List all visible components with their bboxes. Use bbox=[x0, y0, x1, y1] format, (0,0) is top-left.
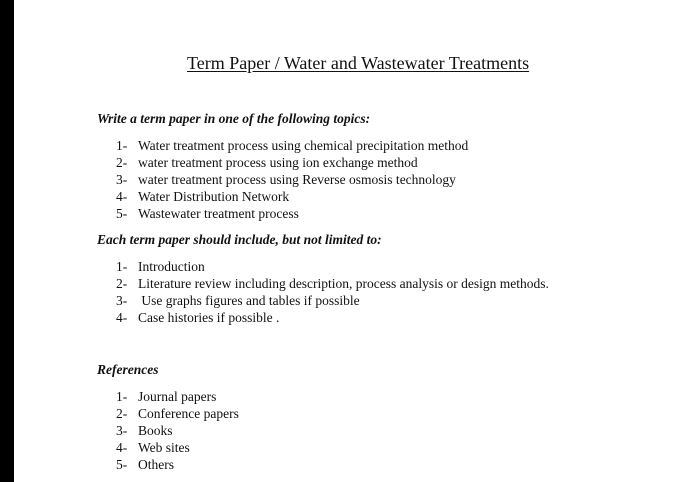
contents-list bbox=[116, 258, 549, 326]
references-list bbox=[116, 388, 239, 473]
list-item bbox=[116, 422, 239, 439]
list-item-text: Journal papers bbox=[138, 389, 217, 404]
document-title: Term Paper / Water and Wastewater Treatments bbox=[187, 53, 530, 73]
contents-heading: Each term paper should include, but not limited to: bbox=[97, 232, 382, 247]
list-item bbox=[116, 388, 239, 405]
list-item-number: 1- bbox=[116, 389, 128, 404]
list-item bbox=[116, 171, 468, 188]
list-item bbox=[116, 154, 468, 171]
list-item bbox=[116, 405, 239, 422]
list-item bbox=[116, 258, 549, 275]
list-item-text: Conference papers bbox=[138, 406, 239, 421]
list-item-number: 5- bbox=[116, 457, 128, 472]
list-item-text: Books bbox=[138, 423, 173, 438]
list-item bbox=[116, 205, 468, 222]
list-item-text: Others bbox=[138, 457, 174, 472]
list-item-text: Literature review including description, process analysis or design methods. bbox=[138, 276, 549, 291]
list-item bbox=[116, 439, 239, 456]
list-item-number: 1- bbox=[116, 259, 128, 274]
list-item bbox=[116, 292, 549, 309]
list-item-text: Web sites bbox=[138, 440, 190, 455]
list-item-text: Introduction bbox=[138, 259, 205, 274]
left-edge-bar bbox=[0, 0, 14, 482]
topics-heading: Write a term paper in one of the following topics: bbox=[97, 111, 371, 126]
list-item-number: 3- bbox=[116, 293, 128, 308]
list-item-number: 1- bbox=[116, 138, 128, 153]
list-item bbox=[116, 275, 549, 292]
list-item-text: Case histories if possible . bbox=[138, 310, 280, 325]
list-item-number: 2- bbox=[116, 406, 128, 421]
list-item bbox=[116, 456, 239, 473]
topics-list bbox=[116, 137, 468, 222]
list-item-number: 5- bbox=[116, 206, 128, 221]
list-item-number: 4- bbox=[116, 440, 128, 455]
list-item-number: 3- bbox=[116, 172, 128, 187]
list-item-number: 2- bbox=[116, 155, 128, 170]
list-item-number: 2- bbox=[116, 276, 128, 291]
list-item-text: Water treatment process using chemical precipitation method bbox=[138, 138, 469, 153]
list-item-text: water treatment process using Reverse osmosis technology bbox=[138, 172, 456, 187]
list-item-number: 3- bbox=[116, 423, 128, 438]
references-heading: References bbox=[97, 362, 159, 377]
list-item bbox=[116, 137, 468, 154]
list-item-text: Water Distribution Network bbox=[138, 189, 290, 204]
list-item-text: Wastewater treatment process bbox=[138, 206, 299, 221]
list-item bbox=[116, 309, 549, 326]
list-item-text: water treatment process using ion exchange method bbox=[138, 155, 418, 170]
list-item-number: 4- bbox=[116, 310, 128, 325]
list-item-number: 4- bbox=[116, 189, 128, 204]
list-item bbox=[116, 188, 468, 205]
list-item-text: Use graphs figures and tables if possible bbox=[138, 293, 360, 308]
